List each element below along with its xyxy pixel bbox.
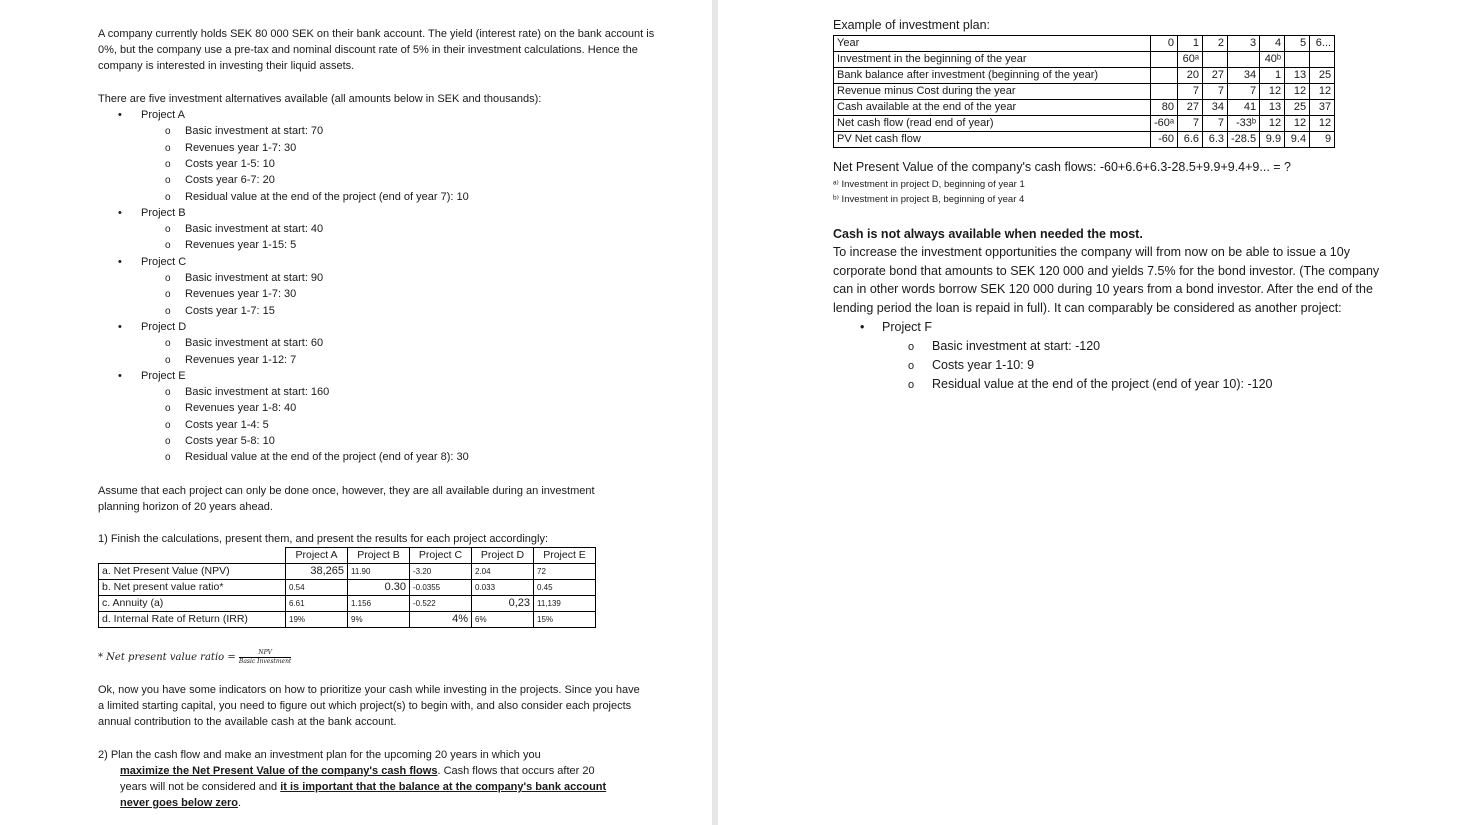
- project-detail-text: Basic investment at start: 70: [185, 125, 324, 138]
- project-detail-text: Revenues year 1-7: 30: [185, 288, 297, 301]
- plan-cell: [1285, 52, 1310, 68]
- plan-row: [834, 68, 1335, 84]
- results-row-label: c. Annuity (a): [99, 596, 286, 612]
- plan-cell: [1151, 52, 1178, 68]
- q2-text: years will not be considered and: [120, 781, 278, 793]
- plan-cell: 1: [1178, 36, 1203, 52]
- plan-cell: 12: [1285, 84, 1310, 100]
- plan-cell: 6.6: [1178, 132, 1203, 148]
- results-header: Project E: [534, 548, 596, 564]
- plan-cell: [1151, 84, 1178, 100]
- plan-cell: 12: [1285, 116, 1310, 132]
- plan-cell: 12: [1310, 116, 1335, 132]
- circle-bullet-icon: o: [165, 142, 171, 154]
- example-title: Example of investment plan:: [833, 18, 991, 32]
- results-header: Project D: [472, 548, 534, 564]
- project-f-detail-text: Basic investment at start: -120: [932, 339, 1101, 353]
- plan-cell: 12: [1260, 116, 1285, 132]
- footnote-a: ᵃ⁾ Investment in project D, beginning of year 1: [833, 179, 1025, 190]
- plan-cell: 3: [1228, 36, 1260, 52]
- q2-text: . Cash flows that occurs after 20: [437, 765, 595, 777]
- cash-paragraph-line: corporate bond that amounts to SEK 120 000 and yields 7.5% for the bond investor. (The company: [833, 263, 1380, 278]
- results-cell[interactable]: 6%: [472, 612, 534, 628]
- results-corner: [99, 548, 286, 564]
- plan-row: [834, 84, 1335, 100]
- project-detail: [165, 417, 269, 434]
- results-row-label: d. Internal Rate of Return (IRR): [99, 612, 286, 628]
- project-name: Project A: [141, 109, 186, 121]
- project-f-detail: [908, 356, 1034, 376]
- project-detail-text: Costs year 1-5: 10: [185, 157, 275, 170]
- plan-cell: 9.4: [1285, 132, 1310, 148]
- project-detail-text: Basic investment at start: 40: [185, 223, 324, 236]
- plan-cell: 0: [1151, 36, 1178, 52]
- project-name: Project B: [141, 206, 186, 219]
- results-row: [99, 580, 596, 596]
- plan-cell: 5: [1285, 36, 1310, 52]
- project-detail: [165, 335, 323, 352]
- plan-cell: 9.9: [1260, 132, 1285, 148]
- project-detail-text: Costs year 1-7: 15: [185, 304, 275, 317]
- circle-bullet-icon: o: [165, 419, 171, 431]
- circle-bullet-icon: o: [165, 126, 171, 138]
- plan-cell: [1203, 52, 1228, 68]
- project-detail: [165, 156, 275, 173]
- results-cell[interactable]: 15%: [534, 612, 596, 628]
- project-detail: [165, 172, 275, 189]
- results-cell[interactable]: 0.30: [348, 580, 410, 596]
- results-row-label: a. Net Present Value (NPV): [99, 564, 286, 580]
- fraction-numerator: NPV: [239, 649, 291, 658]
- plan-cell: 12: [1260, 84, 1285, 100]
- plan-cell: [1228, 52, 1260, 68]
- results-cell[interactable]: 11,139: [534, 596, 596, 612]
- plan-row-label: Year: [834, 36, 1151, 52]
- results-header-row: [99, 548, 596, 564]
- results-cell[interactable]: 9%: [348, 612, 410, 628]
- fraction-denominator: Basic Investment: [238, 658, 292, 665]
- project-f-detail: [908, 337, 1100, 357]
- project-name: Project C: [141, 255, 187, 268]
- results-cell[interactable]: 0.54: [286, 580, 348, 596]
- plan-cell: 34: [1228, 68, 1260, 84]
- circle-bullet-icon: o: [165, 338, 171, 350]
- project-detail-text: Revenues year 1-12: 7: [185, 353, 297, 366]
- plan-body: [834, 36, 1335, 148]
- circle-bullet-icon: o: [165, 224, 171, 236]
- plan-cell: 60ᵃ: [1178, 52, 1203, 68]
- project-detail: [165, 221, 323, 238]
- footnote-label: * Net present value ratio =: [98, 652, 236, 663]
- plan-cell: 37: [1310, 100, 1335, 116]
- q2-emphasis-npv: maximize the Net Present Value of the company's cash flows: [120, 765, 438, 777]
- project-detail-text: Costs year 1-4: 5: [185, 418, 269, 431]
- plan-cell: 7: [1203, 84, 1228, 100]
- project-detail-text: Costs year 5-8: 10: [185, 435, 275, 447]
- project-detail: [165, 384, 329, 401]
- plan-cell: 34: [1203, 100, 1228, 116]
- circle-bullet-icon: o: [165, 387, 171, 399]
- results-row: [99, 564, 596, 580]
- plan-row-label: PV Net cash flow: [834, 132, 1151, 148]
- plan-cell: -60ᵃ: [1151, 116, 1178, 132]
- intro-paragraph: A company currently holds SEK 80 000 SEK on their bank account. The yield (interest rate) on the bank account is 0%, but the company use a pre-tax and nominal discount rate of 5% in their investment calculations. Hence the company is interested in investing their liquid assets.: [98, 28, 655, 72]
- project-detail-text: Revenues year 1-15: 5: [185, 239, 297, 252]
- project-name: Project D: [141, 320, 187, 333]
- plan-cell: 13: [1285, 68, 1310, 84]
- plan-cell: 7: [1178, 116, 1203, 132]
- results-cell[interactable]: 6.61: [286, 596, 348, 612]
- question-2-line1: 2) Plan the cash flow and make an investment plan for the upcoming 20 years in which you: [98, 749, 541, 761]
- plan-row-label: Revenue minus Cost during the year: [834, 84, 1151, 100]
- project-detail-text: Revenues year 1-8: 40: [185, 402, 297, 415]
- results-body: [99, 564, 596, 628]
- plan-row-label: Net cash flow (read end of year): [834, 116, 1151, 132]
- circle-bullet-icon: o: [165, 354, 171, 366]
- plan-row: [834, 36, 1335, 52]
- question-2-line3: [120, 779, 606, 795]
- plan-row: [834, 52, 1335, 68]
- plan-cell: 27: [1203, 68, 1228, 84]
- footnote-b: ᵇ⁾ Investment in project B, beginning of year 4: [833, 194, 1025, 205]
- ratio-fraction: [239, 649, 291, 666]
- plan-cell: 7: [1203, 116, 1228, 132]
- plan-cell: -60: [1151, 132, 1178, 148]
- investment-plan-table: [833, 35, 1335, 148]
- cash-paragraph-line: can in other words borrow SEK 120 000 during 10 years from a bond investor. After the end of the: [833, 282, 1373, 297]
- circle-bullet-icon: o: [165, 436, 171, 447]
- plan-cell: 41: [1228, 100, 1260, 116]
- project-detail: [165, 449, 469, 466]
- project-detail: [165, 433, 275, 450]
- plan-cell: -28.5: [1228, 132, 1260, 148]
- results-row-label: b. Net present value ratio*: [99, 580, 286, 596]
- project-detail: [165, 270, 323, 287]
- plan-cell: 6...: [1310, 36, 1335, 52]
- results-header: Project A: [286, 548, 348, 564]
- results-cell[interactable]: -0.522: [410, 596, 472, 612]
- cash-heading: Cash is not always available when needed the most.: [833, 227, 1143, 241]
- circle-bullet-icon: o: [165, 240, 171, 252]
- plan-cell: 9: [1310, 132, 1335, 148]
- plan-cell: -33ᵇ: [1228, 116, 1260, 132]
- circle-bullet-icon: o: [165, 403, 171, 415]
- plan-cell: 2: [1203, 36, 1228, 52]
- results-table: [98, 547, 596, 628]
- plan-cell: 25: [1285, 100, 1310, 116]
- project-detail: [165, 400, 296, 417]
- cash-paragraph-line: lending period the loan is repaid in full). It can comparably be considered as another project:: [833, 301, 1342, 316]
- circle-bullet-icon: o: [165, 452, 171, 464]
- project-detail: [165, 303, 275, 320]
- results-cell[interactable]: 2.04: [472, 564, 534, 580]
- results-cell[interactable]: 19%: [286, 612, 348, 628]
- plan-cell: 7: [1228, 84, 1260, 100]
- project-detail: [165, 237, 296, 254]
- results-cell[interactable]: 0.45: [534, 580, 596, 596]
- plan-cell: 25: [1310, 68, 1335, 84]
- project-detail: [165, 140, 296, 157]
- project-f-detail: [908, 375, 1273, 395]
- plan-cell: 12: [1310, 84, 1335, 100]
- plan-cell: 80: [1151, 100, 1178, 116]
- results-header: Project C: [410, 548, 472, 564]
- project-detail: [165, 123, 323, 140]
- plan-cell: 13: [1260, 100, 1285, 116]
- project-f-name: Project F: [882, 320, 933, 334]
- question-1: 1) Finish the calculations, present them, and present the results for each project accordingly:: [98, 533, 549, 545]
- circle-bullet-icon: o: [908, 379, 915, 391]
- project-detail: [165, 286, 296, 303]
- project-detail-text: Costs year 6-7: 20: [185, 174, 275, 187]
- npv-line: Net Present Value of the company's cash flows: -60+6.6+6.3-28.5+9.9+9.4+9... = ?: [833, 160, 1292, 174]
- project-detail-text: Basic investment at start: 160: [185, 386, 330, 399]
- results-row: [99, 596, 596, 612]
- circle-bullet-icon: o: [908, 341, 915, 353]
- results-header: Project B: [348, 548, 410, 564]
- project-name: Project E: [141, 369, 186, 382]
- results-cell[interactable]: 72: [534, 564, 596, 580]
- project-detail-text: Revenues year 1-7: 30: [185, 141, 297, 154]
- circle-bullet-icon: o: [165, 273, 171, 284]
- project-detail-text: Basic investment at start: 90: [185, 272, 324, 284]
- alternatives-heading: There are five investment alternatives available (all amounts below in SEK and thousands):: [98, 93, 542, 105]
- plan-cell: 6.3: [1203, 132, 1228, 148]
- plan-cell: 40ᵇ: [1260, 52, 1285, 68]
- circle-bullet-icon: o: [165, 289, 171, 301]
- results-row: [99, 612, 596, 628]
- plan-row: [834, 132, 1335, 148]
- ok-paragraph: Ok, now you have some indicators on how to prioritize your cash while investing in the projects. Since you have a limited starting capital, you need to figure out which project(s) to begin with, and also consider each projects annual contribution to the available cash at the bank account.: [98, 684, 640, 728]
- project-detail-text: Basic investment at start: 60: [185, 337, 324, 350]
- q2-emphasis-balance: it is important that the balance at the company's bank account: [280, 781, 607, 793]
- results-cell[interactable]: 1.156: [348, 596, 410, 612]
- footnote-ratio: [98, 649, 291, 666]
- q2-text: .: [237, 797, 242, 809]
- plan-cell: 1: [1260, 68, 1285, 84]
- plan-cell: 7: [1178, 84, 1203, 100]
- plan-cell: 27: [1178, 100, 1203, 116]
- plan-cell: [1310, 52, 1335, 68]
- project-detail: [165, 189, 469, 206]
- results-cell[interactable]: 4%: [410, 612, 472, 628]
- results-cell[interactable]: 11.90: [348, 564, 410, 580]
- plan-row: [834, 116, 1335, 132]
- plan-row-label: Investment in the beginning of the year: [834, 52, 1151, 68]
- results-cell[interactable]: 0,23: [472, 596, 534, 612]
- plan-cell: 4: [1260, 36, 1285, 52]
- plan-row-label: Bank balance after investment (beginning of the year): [834, 68, 1151, 84]
- project-f-detail-text: Costs year 1-10: 9: [932, 358, 1035, 372]
- project-detail-text: Residual value at the end of the project (end of year 7): 10: [185, 190, 469, 203]
- plan-cell: 20: [1178, 68, 1203, 84]
- circle-bullet-icon: o: [165, 191, 171, 203]
- circle-bullet-icon: o: [165, 305, 171, 317]
- q2-emphasis-zero: never goes below zero: [120, 797, 238, 809]
- results-cell[interactable]: 0.033: [472, 580, 534, 596]
- results-cell[interactable]: -3.20: [410, 564, 472, 580]
- results-cell[interactable]: 38,265: [286, 564, 348, 580]
- circle-bullet-icon: o: [165, 158, 171, 170]
- results-cell[interactable]: -0.0355: [410, 580, 472, 596]
- assume-paragraph: Assume that each project can only be done once, however, they are all available during an investment planning horizon of 20 years ahead.: [98, 485, 595, 513]
- plan-cell: [1151, 68, 1178, 84]
- cash-paragraph-line: To increase the investment opportunities the company will from now on be able to issue a 10y: [833, 245, 1350, 259]
- question-2-line4: [120, 795, 241, 811]
- project-detail-text: Residual value at the end of the project (end of year 8): 30: [185, 451, 469, 464]
- plan-row-label: Cash available at the end of the year: [834, 100, 1151, 116]
- project-detail: [165, 352, 296, 369]
- project-f-detail-text: Residual value at the end of the project (end of year 10): -120: [932, 377, 1273, 391]
- question-2-line2: [120, 763, 595, 779]
- plan-row: [834, 100, 1335, 116]
- circle-bullet-icon: o: [908, 360, 915, 372]
- circle-bullet-icon: o: [165, 175, 171, 187]
